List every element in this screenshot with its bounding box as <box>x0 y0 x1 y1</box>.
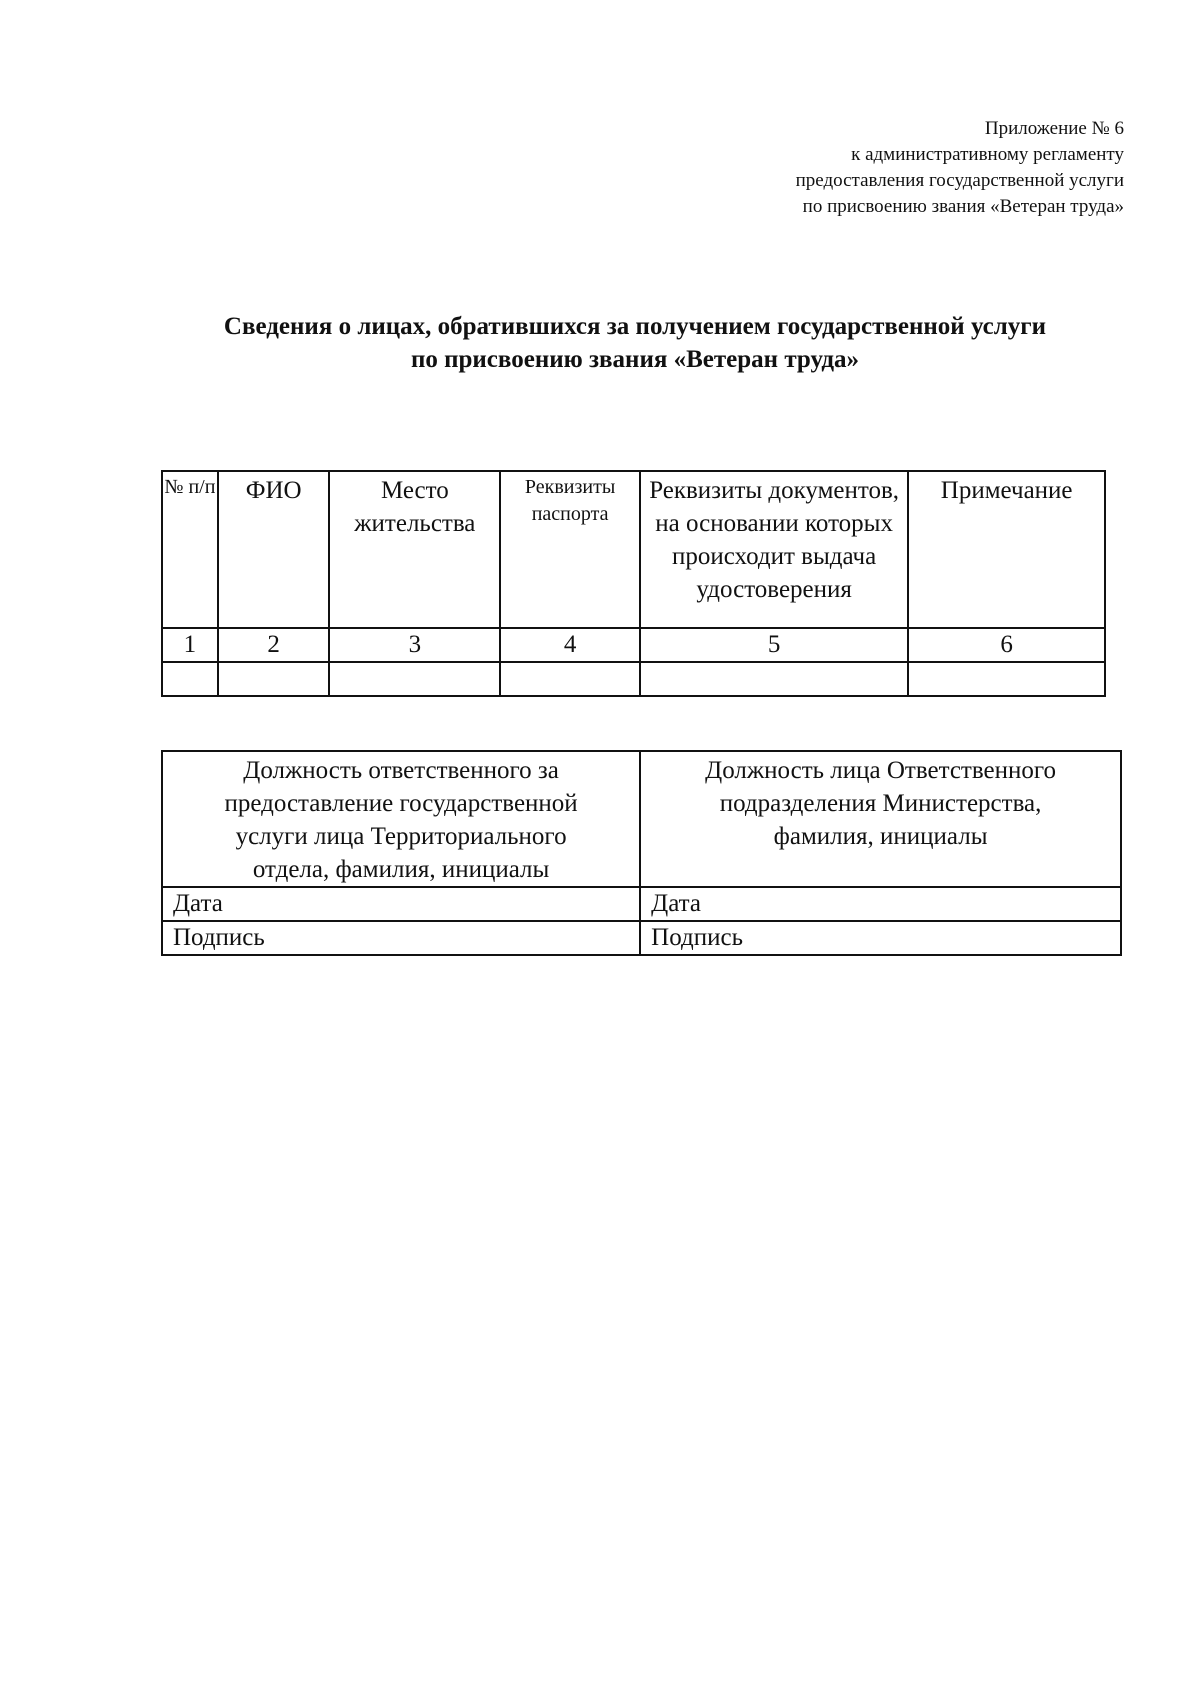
signature-header-row <box>162 751 1121 887</box>
title-line: Сведения о лицах, обратившихся за получением государственной услуги <box>223 313 1047 340</box>
table-cell <box>162 662 218 696</box>
table-cell <box>640 662 908 696</box>
ministry-official-header <box>640 751 1121 887</box>
territorial-official-header <box>162 751 640 887</box>
annex-reference <box>564 116 1124 220</box>
column-number-cell: 6 <box>908 628 1105 662</box>
table-cell <box>329 662 500 696</box>
column-number-cell: 3 <box>329 628 500 662</box>
annex-line: по присвоению звания «Ветеран труда» <box>802 196 1124 217</box>
table-cell <box>218 662 330 696</box>
date-row <box>162 887 1121 921</box>
table-cell <box>908 662 1105 696</box>
header-documents: Реквизиты документов, на основании которых происходит выдача удостоверения <box>640 471 908 628</box>
signature-table <box>161 750 1122 956</box>
column-number-row <box>162 628 1105 662</box>
document-title <box>100 310 1170 376</box>
persons-table <box>161 470 1106 697</box>
header-full-name: ФИО <box>218 471 330 628</box>
date-label-right: Дата <box>640 887 1121 921</box>
column-number-cell: 5 <box>640 628 908 662</box>
annex-line: предоставления государственной услуги <box>795 170 1124 191</box>
signature-label-right: Подпись <box>640 921 1121 955</box>
territorial-official-text: Должность ответственного за предоставление государственной услуги лица Территориального отдела, фамилия, инициалы <box>224 757 578 883</box>
ministry-official-text: Должность лица Ответственного подразделения Министерства, фамилия, инициалы <box>705 757 1056 850</box>
header-number: № п/п <box>162 471 218 628</box>
column-number-cell: 2 <box>218 628 330 662</box>
annex-line: к административному регламенту <box>851 144 1124 165</box>
table-row <box>162 662 1105 696</box>
header-note: Примечание <box>908 471 1105 628</box>
annex-line: Приложение № 6 <box>984 118 1124 139</box>
signature-label-left: Подпись <box>162 921 640 955</box>
table-cell <box>500 662 640 696</box>
signature-row <box>162 921 1121 955</box>
header-passport: Реквизиты паспорта <box>500 471 640 628</box>
table-header-row <box>162 471 1105 628</box>
column-number-cell: 1 <box>162 628 218 662</box>
title-line: по присвоению звания «Ветеран труда» <box>410 346 860 373</box>
header-residence: Место жительства <box>329 471 500 628</box>
date-label-left: Дата <box>162 887 640 921</box>
column-number-cell: 4 <box>500 628 640 662</box>
